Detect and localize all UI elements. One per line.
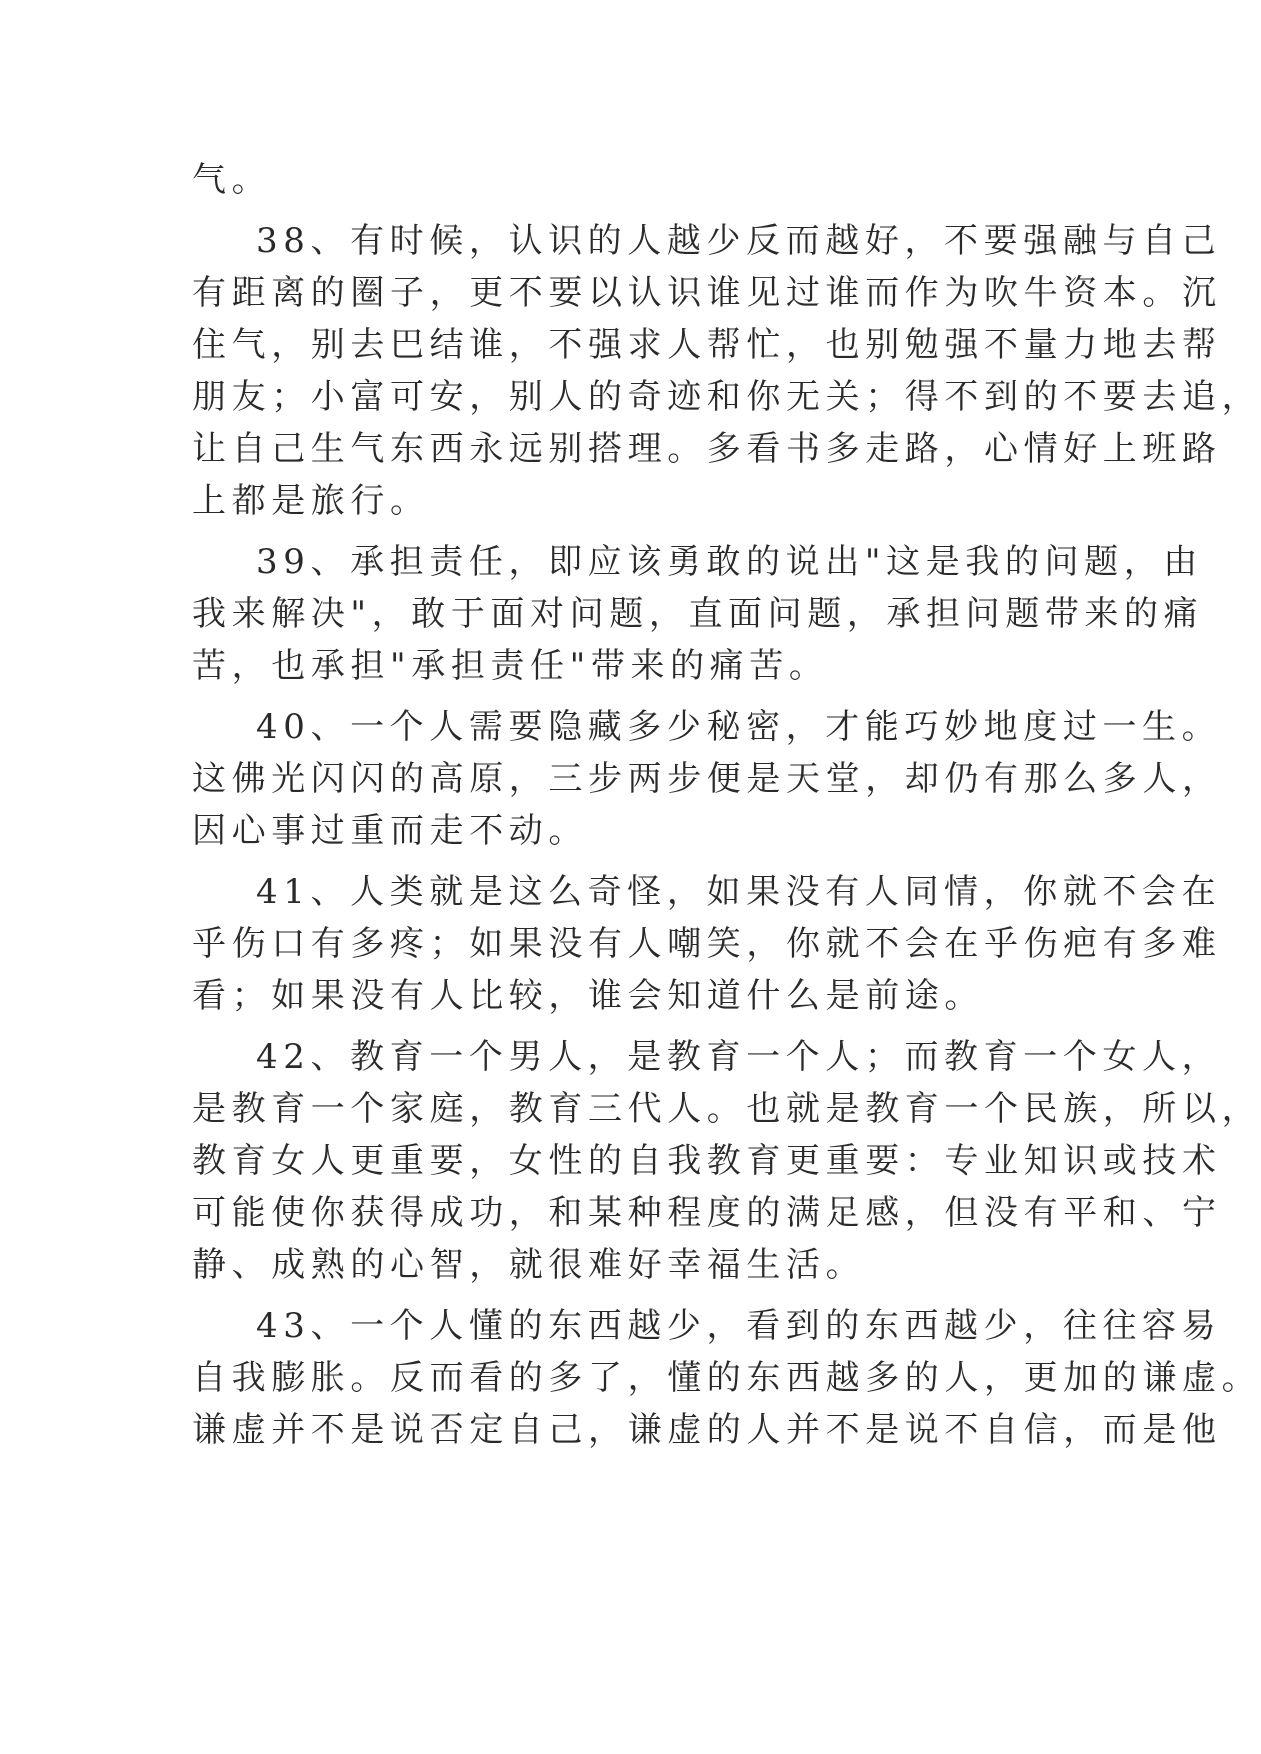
paragraph-38-line: 住气，别去巴结谁，不强求人帮忙，也别勉强不量力地去帮 — [192, 325, 1222, 365]
paragraph-43-line: 自我膨胀。反而看的多了，懂的东西越多的人，更加的谦虚。 — [192, 1358, 1261, 1398]
text-line: 气。 — [192, 160, 272, 200]
paragraph-38-line: 有距离的圈子，更不要以认识谁见过谁而作为吹牛资本。沉 — [192, 273, 1222, 313]
paragraph-40-line: 这佛光闪闪的高原，三步两步便是天堂，却仍有那么多人， — [192, 759, 1222, 799]
paragraph-43-line: 谦虚并不是说否定自己，谦虚的人并不是说不自信，而是他 — [192, 1410, 1222, 1450]
paragraph-38-line: 上都是旅行。 — [192, 481, 430, 521]
paragraph-42-line: 是教育一个家庭，教育三代人。也就是教育一个民族，所以， — [192, 1089, 1261, 1129]
paragraph-38-line: 朋友；小富可安，别人的奇迹和你无关；得不到的不要去追， — [192, 377, 1261, 417]
paragraph-42-line: 42、教育一个男人，是教育一个人；而教育一个女人， — [256, 1037, 1222, 1077]
paragraph-41-line: 41、人类就是这么奇怪，如果没有人同情，你就不会在 — [256, 872, 1222, 912]
paragraph-42-line: 教育女人更重要，女性的自我教育更重要：专业知识或技术 — [192, 1141, 1222, 1181]
paragraph-38-line: 38、有时候，认识的人越少反而越好，不要强融与自己 — [256, 221, 1222, 261]
paragraph-38-line: 让自己生气东西永远别搭理。多看书多走路，心情好上班路 — [192, 429, 1222, 469]
paragraph-40-line: 40、一个人需要隐藏多少秘密，才能巧妙地度过一生。 — [256, 707, 1222, 747]
paragraph-39-line: 我来解决"，敢于面对问题，直面问题，承担问题带来的痛 — [192, 594, 1204, 634]
paragraph-40-line: 因心事过重而走不动。 — [192, 811, 588, 851]
paragraph-39-line: 苦，也承担"承担责任"带来的痛苦。 — [192, 646, 829, 686]
paragraph-43-line: 43、一个人懂的东西越少，看到的东西越少，往往容易 — [256, 1306, 1222, 1346]
paragraph-41-line: 乎伤口有多疼；如果没有人嘲笑，你就不会在乎伤疤有多难 — [192, 924, 1222, 964]
paragraph-42-line: 静、成熟的心智，就很难好幸福生活。 — [192, 1245, 866, 1285]
paragraph-41-line: 看；如果没有人比较，谁会知道什么是前途。 — [192, 976, 984, 1016]
paragraph-42-line: 可能使你获得成功，和某种程度的满足感，但没有平和、宁 — [192, 1193, 1222, 1233]
paragraph-39-line: 39、承担责任，即应该勇敢的说出"这是我的问题，由 — [256, 542, 1203, 582]
